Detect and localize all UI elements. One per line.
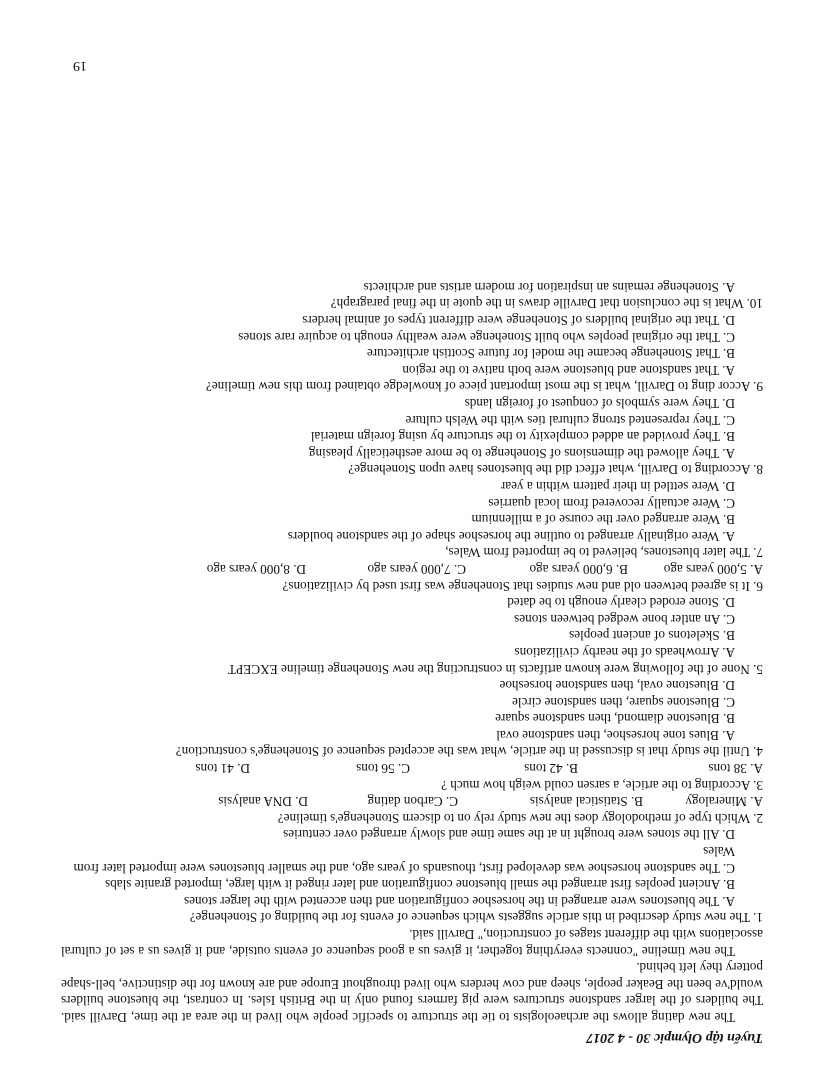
- paragraph-2: The new timeline "connects everything together, it gives us a good sequence of events outside, and it gives us a set of cultural associations with the different stages of construction," Darvill said.: [61, 927, 763, 959]
- q8-option-a: A. They allowed the dimensions of Stonehenge to be more aesthetically pleasing: [308, 445, 735, 461]
- q5-option-d: D. Stone eroded clearly enough to be dated: [507, 595, 735, 611]
- q2-option-c: C. Carbon dating: [367, 794, 458, 810]
- q4-option-c: C. Bluestone square, then sandstone circle: [511, 694, 735, 710]
- q6-option-d: D. 8,000 years ago: [206, 561, 306, 577]
- q9-option-c: C. That the original peoples who built Stonehenge were wealthy enough to acquire rare stones: [238, 329, 735, 345]
- q4-option-a: A. Blues tone horseshoe, then sandstone oval: [496, 727, 735, 743]
- q2-option-a: A. Mineralogy: [685, 794, 763, 810]
- q4-option-d: D. Bluestone oval, then sandstone horseshoe: [499, 678, 735, 694]
- question-10: 10. What is the conclusion that Darville draws in the quote in the final paragraph?: [330, 296, 763, 312]
- q9-option-b: B. That Stonehenge became the model for future Scottish architecture: [366, 346, 735, 362]
- q6-option-c: C. 7,000 years ago: [367, 561, 466, 577]
- q3-option-a: A. 38 tons: [708, 761, 763, 777]
- q5-option-b: B. Skeletons of ancient peoples: [569, 628, 735, 644]
- q1-option-c: C. The sandstone horseshoe was developed first, thousands of years ago, and the smaller bluestones were imported later from Wales: [73, 844, 735, 876]
- question-7: 7. The later bluestones, believed to be imported from Wales,: [445, 545, 763, 561]
- q1-option-b: B. Ancient peoples first arranged the small bluestone configuration and later ringed it with large, imported granite slabs: [104, 877, 735, 893]
- q6-options: [61, 560, 763, 577]
- paragraph-1: The new dating allows the archaeologists to tie the structure to specific people who lived in the area at the time, Darvill said. The builders of the larger sandstone structures were pig farmers found only in the British Isles. In contrast, the bluestone builders would've been the Beaker people, sheep and cow herders who lived throughout Europe and are known for the distinctive, bell-shape pottery they left behind.: [61, 960, 763, 1025]
- q2-option-d: D. DNA analysis: [218, 794, 308, 810]
- q7-option-d: D. Were settled in their pattern within a year: [500, 479, 735, 494]
- q2-options: [61, 793, 763, 810]
- question-3: 3. According to the article, a sarsen could weigh how much ?: [441, 777, 763, 793]
- q8-option-c: C. They represented strong cultural ties with the Welsh culture: [405, 412, 735, 428]
- q6-option-b: B. 6,000 years ago: [529, 561, 628, 577]
- q6-option-a: A. 5,000 years ago: [663, 561, 763, 577]
- q3-option-b: B. 42 tons: [524, 761, 578, 777]
- q3-option-d: D. 41 tons: [195, 761, 250, 777]
- q7-option-a: A. Were originally arranged to outline the horseshoe shape of the sandstone boulders: [287, 528, 735, 544]
- q9-option-a: A. That sandstone and bluestone were both native to the region: [402, 362, 735, 378]
- question-2: 2. Which type of methodology does the new study rely on to discern Stonehenge's timeline?: [277, 810, 763, 826]
- q9-option-d: D. That the original builders of Stonehenge were different types of animal herders: [302, 313, 735, 329]
- page-number: 19: [73, 58, 87, 73]
- question-9: 9. Accor ding to Darvill, what is the most important piece of knowledge obtained from this new timeline?: [205, 379, 763, 395]
- question-5: 5. None of the following were known artifacts in constructing the new Stonehenge timeline EXCEPT: [227, 661, 763, 677]
- q3-option-c: C. 56 tons: [356, 761, 410, 777]
- q5-option-c: C. An antler bone wedged between stones: [514, 611, 735, 627]
- q7-option-c: C. Were actually recovered from local quarries: [488, 495, 735, 511]
- question-8: 8. According to Darvill, what effect did the bluestones have upon Stonehenge?: [348, 462, 763, 478]
- q4-option-b: B. Bluestone diamond, then sandstone square: [495, 711, 735, 727]
- q8-option-d: D. They were symbols of conquest of foreign lands: [464, 396, 735, 412]
- question-4: 4. Until the study that is discussed in the article, what was the accepted sequence of Stonehenge's construction?: [175, 744, 763, 760]
- document-header: Tuyển tập Olympic 30 - 4 2017: [586, 1030, 763, 1045]
- q2-option-b: B. Statistical analysis: [529, 794, 643, 810]
- document-body: [61, 278, 763, 1025]
- q5-option-a: A. Arrowheads of the nearby civilizations: [514, 644, 735, 660]
- question-1: 1. The new study described in this article suggests which sequence of events for the building of Stonehenge?: [189, 910, 763, 926]
- q1-option-d: D. All the stones were brought in at the same time and slowly arranged over centuries: [283, 827, 735, 843]
- q7-option-b: B. Were arranged over the course of a millennium: [471, 512, 735, 528]
- question-6: 6. It is agreed between old and new studies that Stonehenge was first used by civilizations?: [282, 578, 763, 594]
- q8-option-b: B. They provided an added complexity to the structure by using foreign material: [310, 429, 735, 445]
- q1-option-a: A. The bluestones were arranged in the horseshoe configuration and then accented with the larger stones: [183, 893, 735, 909]
- q3-options: [61, 760, 763, 777]
- q10-option-a: A. Stonehenge remains an inspiration for modern artists and architects: [363, 279, 735, 295]
